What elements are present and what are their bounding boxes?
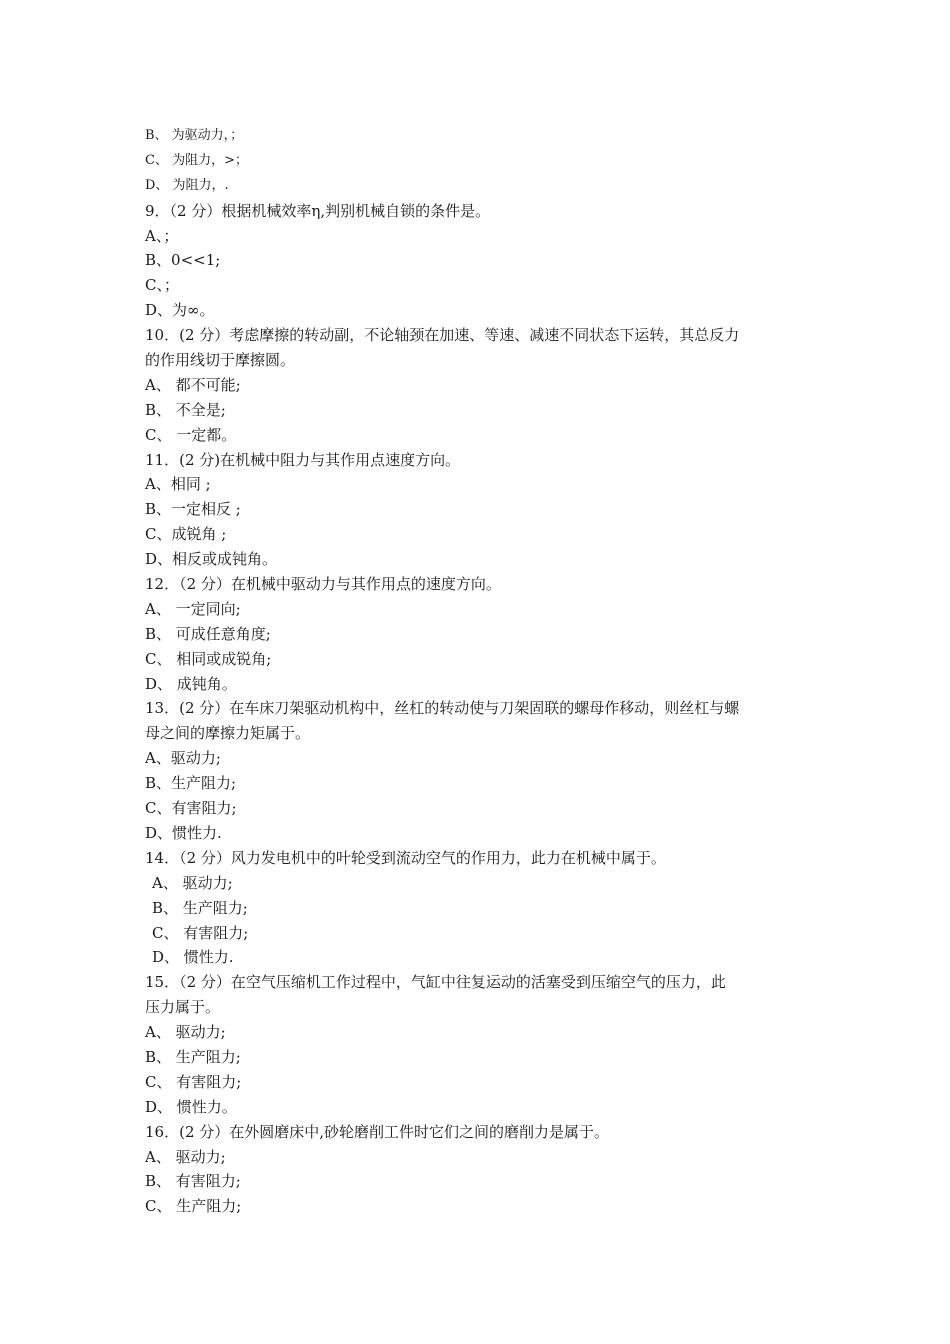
- text-line: B、 可成任意角度;: [145, 624, 271, 643]
- text-line: 13．(2 分）在车床刀架驱动机构中，丝杠的转动使与刀架固联的螺母作移动，则丝杠与螺: [145, 699, 740, 718]
- text-line: B、0<<1;: [145, 251, 221, 270]
- text-line: 16．(2 分）在外圆磨床中,砂轮磨削工件时它们之间的磨削力是属于。: [145, 1122, 610, 1141]
- text-line: 9．（2 分）根据机械效率η,判别机械自锁的条件是。: [145, 201, 491, 220]
- text-line: A、 都不可能;: [145, 375, 241, 394]
- text-line: A、 驱动力;: [145, 1147, 226, 1166]
- text-line: A、 驱动力;: [145, 1023, 226, 1042]
- question-text-block: [145, 124, 815, 1219]
- text-line: 母之间的摩擦力矩属于。: [145, 724, 311, 743]
- text-line: B、 不全是;: [145, 400, 226, 419]
- text-line: 的作用线切于摩擦圆。: [145, 351, 296, 370]
- text-line: D、相反或成钝角。: [145, 550, 278, 569]
- text-line: D、 成钝角。: [145, 674, 237, 693]
- text-line: C、 一定都。: [145, 425, 237, 444]
- text-line: 15．（2 分）在空气压缩机工作过程中，气缸中往复运动的活塞受到压缩空气的压力，此: [145, 973, 726, 992]
- text-line: A、 一定同向;: [145, 599, 241, 618]
- text-line: A、 驱动力;: [152, 873, 233, 892]
- text-line: C、有害阻力;: [145, 799, 237, 818]
- text-line: 11．(2 分)在机械中阻力与其作用点速度方向。: [145, 450, 461, 469]
- text-line: 12．（2 分）在机械中驱动力与其作用点的速度方向。: [145, 575, 501, 594]
- text-line: D、为∞。: [145, 301, 215, 320]
- text-line: C、 为阻力，>；: [145, 152, 248, 168]
- text-line: A、相同 ;: [145, 475, 211, 494]
- text-line: C、成锐角 ;: [145, 525, 227, 544]
- text-line: D、 惯性力。: [145, 1097, 237, 1116]
- text-line: D、 为阻力，.: [145, 177, 229, 193]
- text-line: B、 为驱动力，；: [145, 128, 244, 143]
- text-line: A、；: [145, 226, 179, 245]
- text-line: C、 相同或成锐角;: [145, 649, 272, 668]
- text-line: D、惯性力.: [145, 823, 222, 842]
- text-line: 10．(2 分）考虑摩擦的转动副，不论轴颈在加速、等速、减速不同状态下运转，其总反力: [145, 326, 740, 345]
- text-line: B、 生产阻力;: [145, 1047, 241, 1066]
- text-line: 压力属于。: [145, 998, 221, 1017]
- text-line: B、 有害阻力;: [145, 1172, 241, 1191]
- text-line: A、驱动力;: [145, 749, 221, 768]
- text-line: C、；: [145, 276, 179, 295]
- text-line: B、生产阻力;: [145, 774, 237, 793]
- text-line: B、 生产阻力;: [152, 898, 248, 917]
- text-line: C、 有害阻力;: [145, 1072, 242, 1091]
- text-line: 14．（2 分）风力发电机中的叶轮受到流动空气的作用力，此力在机械中属于。: [145, 848, 666, 867]
- text-line: D、 惯性力.: [152, 948, 234, 967]
- text-line: C、 有害阻力;: [152, 923, 249, 942]
- text-line: B、一定相反 ;: [145, 500, 241, 519]
- text-line: C、 生产阻力;: [145, 1197, 242, 1216]
